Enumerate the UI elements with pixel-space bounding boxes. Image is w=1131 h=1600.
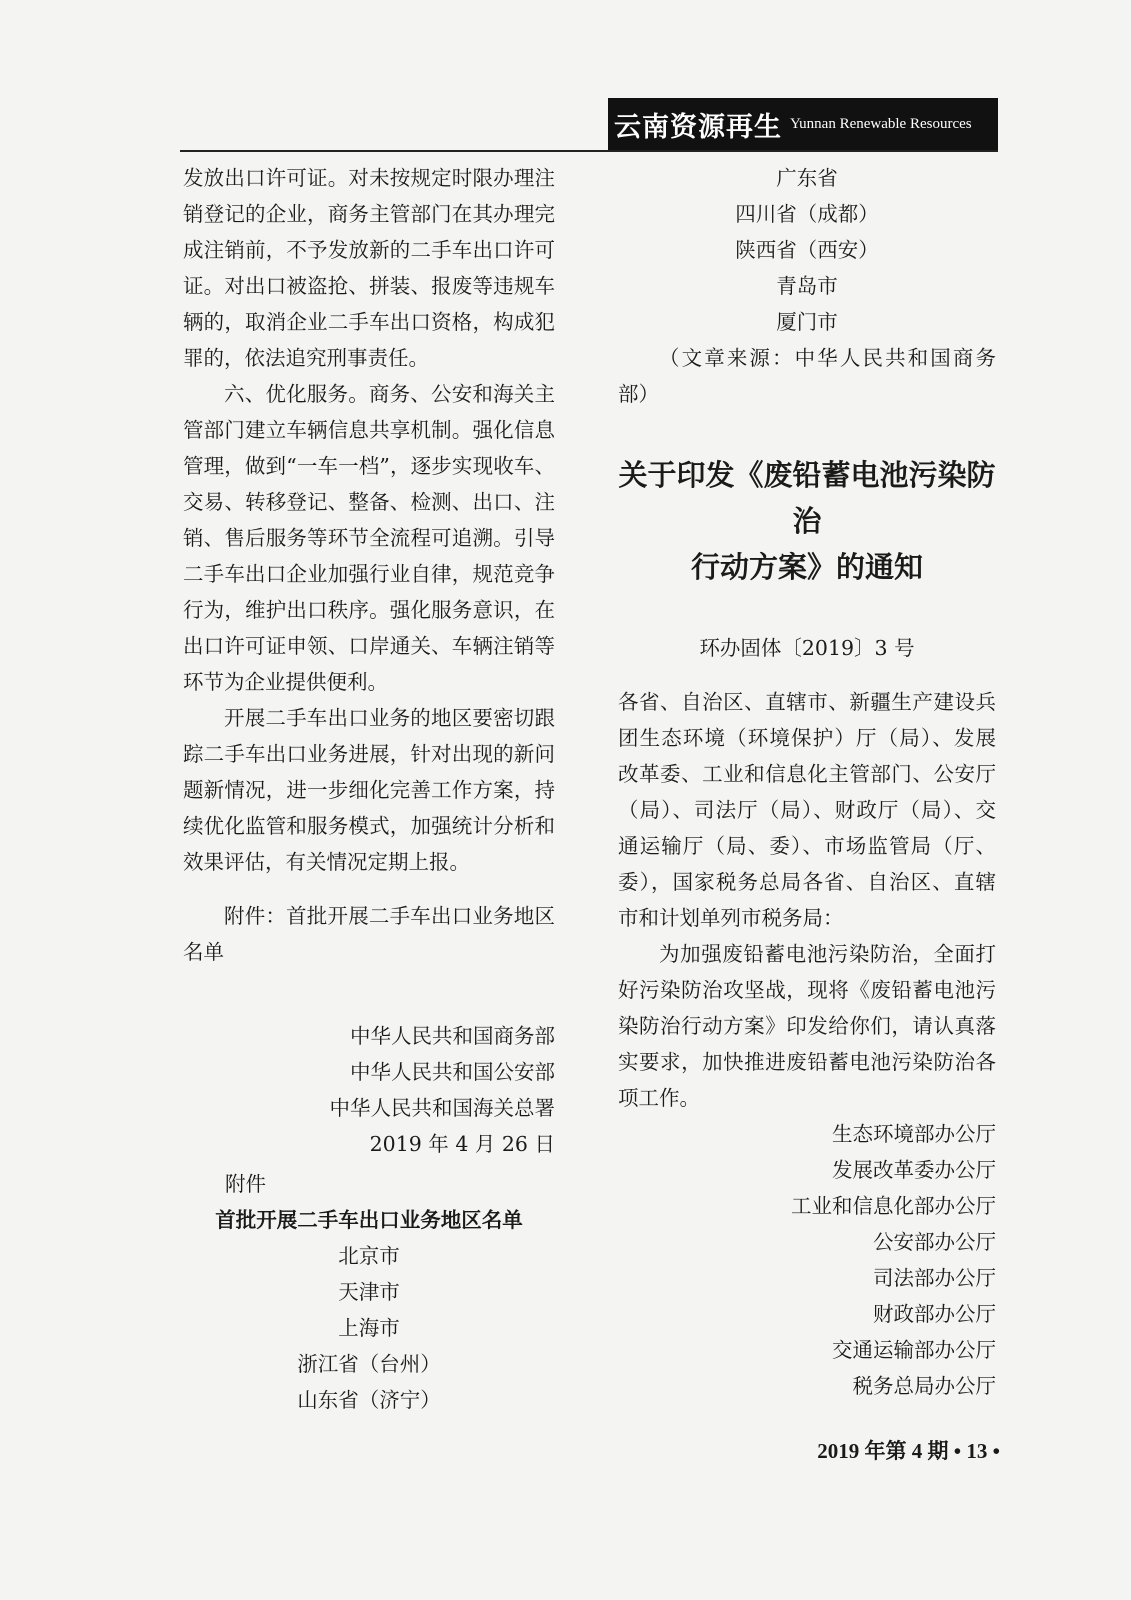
- notice-title: 行动方案》的通知: [690, 550, 923, 584]
- masthead-subtitle: Yunnan Renewable Resources: [790, 115, 972, 132]
- region-item: 上海市: [338, 1316, 400, 1340]
- region-item: 青岛市: [776, 274, 838, 298]
- signer: 中华人民共和国公安部: [350, 1060, 555, 1084]
- region-item: 厦门市: [776, 310, 838, 334]
- region-item: 北京市: [338, 1244, 400, 1268]
- document-number: 环办固体〔2019〕3 号: [699, 636, 915, 660]
- attachment-label: 附件: [225, 1172, 266, 1196]
- masthead: [608, 98, 998, 150]
- right-column: [618, 160, 996, 1404]
- issuing-office: 生态环境部办公厅: [832, 1122, 996, 1146]
- addressees: 各省、自治区、直辖市、新疆生产建设兵团生态环境（环境保护）厅（局）、发展改革委、工业和信息化主管部门、公安厅（局）、司法厅（局）、财政厅（局）、交通运输厅（局、委）、市场监管局（厅、委），国家税务总局各省、自治区、直辖市和计划单列市税务局：: [618, 690, 996, 930]
- region-item: 浙江省（台州）: [297, 1352, 441, 1376]
- region-list-title: 首批开展二手车出口业务地区名单: [215, 1208, 523, 1232]
- notice-title: 关于印发《废铅蓄电池污染防治: [618, 458, 996, 538]
- masthead-title: 云南资源再生: [614, 111, 782, 143]
- notice-body: 为加强废铅蓄电池污染防治，全面打好污染防治攻坚战，现将《废铅蓄电池污染防治行动方案》印发给你们，请认真落实要求，加快推进废铅蓄电池污染防治各项工作。: [618, 942, 996, 1110]
- issuing-office: 工业和信息化部办公厅: [791, 1194, 996, 1218]
- signer: 中华人民共和国商务部: [350, 1024, 555, 1048]
- header-rule: [180, 150, 998, 152]
- issuing-office: 发展改革委办公厅: [832, 1158, 996, 1182]
- issue-date: 2019 年 4 月 26 日: [369, 1132, 555, 1156]
- signer: 中华人民共和国海关总署: [329, 1096, 555, 1120]
- region-item: 天津市: [338, 1280, 400, 1304]
- region-item: 山东省（济宁）: [297, 1388, 441, 1412]
- paragraph: 开展二手车出口业务的地区要密切跟踪二手车出口业务进展，针对出现的新问题新情况，进一步细化完善工作方案，持续优化监管和服务模式，加强统计分析和效果评估，有关情况定期上报。: [183, 706, 555, 874]
- region-item: 广东省: [776, 166, 838, 190]
- issuing-office: 司法部办公厅: [873, 1266, 996, 1290]
- paragraph: 发放出口许可证。对未按规定时限办理注销登记的企业，商务主管部门在其办理完成注销前，不予发放新的二手车出口许可证。对出口被盗抢、拼装、报废等违规车辆的，取消企业二手车出口资格，构成犯罪的，依法追究刑事责任。: [183, 166, 555, 370]
- attachment-note: 附件：首批开展二手车出口业务地区名单: [183, 904, 555, 964]
- issuing-office: 交通运输部办公厅: [832, 1338, 996, 1362]
- article-source: （文章来源：中华人民共和国商务部）: [618, 346, 996, 406]
- page-footer: 2019 年第 4 期 • 13 •: [817, 1439, 1000, 1463]
- paragraph: 六、优化服务。商务、公安和海关主管部门建立车辆信息共享机制。强化信息管理，做到“一车一档”，逐步实现收车、交易、转移登记、整备、检测、出口、注销、售后服务等环节全流程可追溯。引导二手车出口企业加强行业自律，规范竞争行为，维护出口秩序。强化服务意识，在出口许可证申领、口岸通关、车辆注销等环节为企业提供便利。: [183, 382, 555, 694]
- issuing-office: 税务总局办公厅: [852, 1374, 996, 1398]
- issuing-office: 财政部办公厅: [873, 1302, 996, 1326]
- region-item: 四川省（成都）: [735, 202, 879, 226]
- issuing-office: 公安部办公厅: [873, 1230, 996, 1254]
- left-column: [183, 160, 555, 1418]
- region-item: 陕西省（西安）: [735, 238, 879, 262]
